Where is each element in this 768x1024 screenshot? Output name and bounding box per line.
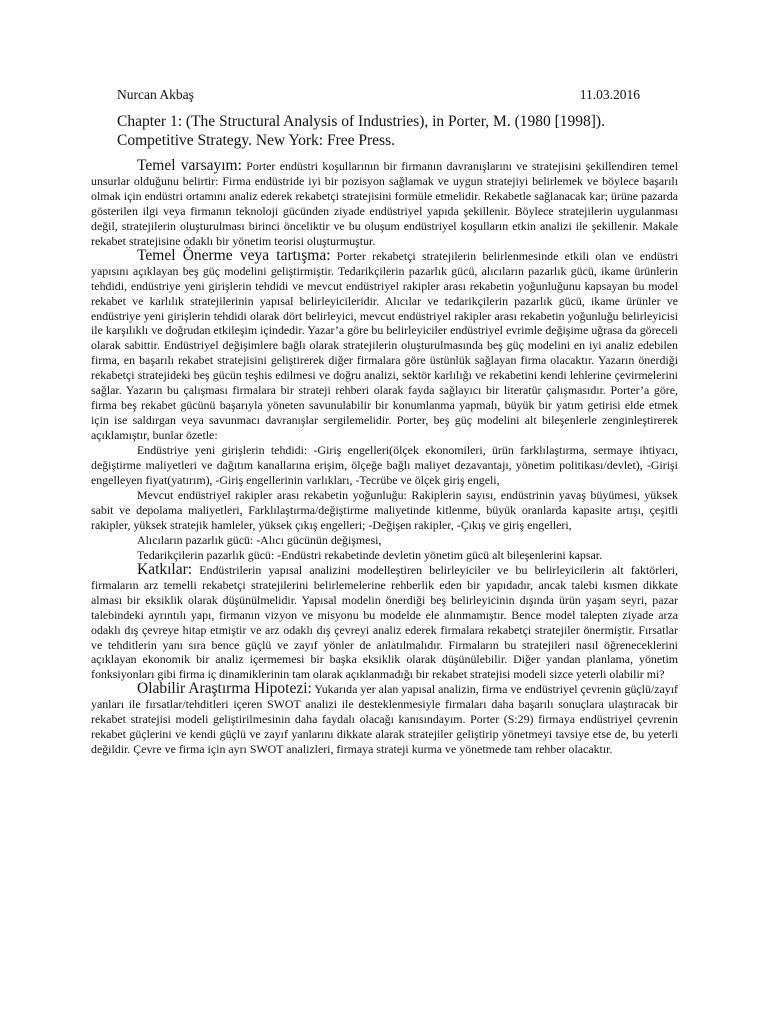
argument-subpoint: Mevcut endüstriyel rakipler arası rekabetin yoğunluğu: Rakiplerin sayısı, endüstrinin yavaş büyümesi, yüksek sabit ve depolama maliyetleri, Farklılaştırma/değiştirme maliyetinde kitlenme, büyük oranlarda kapasite artışı, çeşitli rakipler, yüksek stratejik hamleler, yüksek çıkış engelleri; -Değişen rakipler, -Çıkış ve giriş engelleri, [91,487,678,532]
assumption-heading: Temel varsayım: [137,157,242,174]
assumption-text: Porter endüstri koşullarının bir firmanın davranışlarını ve stratejisini şekillendiren temel unsurlar olduğunu belirtir: Firma endüstride iyi bir pozisyon sağlamak ve uygun stratejiyi belirlemek ve böylece başarılı olmak için endüstri ortamını analiz ederek rekabetçi stratejisini formüle etmelidir. Rekabetle sağlanacak kar; ürüne pazarda gösterilen ilgi veya firmanın teknoloji gücünden ziyade endüstriyel yapıda şekillenir. Böylece stratejilerin uygulanması değil, stratejilerin oluşturulması birinci önceliktir ve bu oluşum endüstriyel koşulların etkin analizi ile şekillenir. Makale rekabet stratejisine odaklı bir yönetim teorisi oluşturmuştur. [91,159,678,248]
citation-title: Chapter 1: (The Structural Analysis of Industries), in Porter, M. (1980 [1998]). Competitive Strategy. New York: Free Press. [117,113,605,149]
document-date: 11.03.2016 [579,87,640,102]
document-header [91,86,678,103]
critique-heading: Katkılar: [137,560,193,578]
argument-text: Porter rekabetçi stratejilerin belirlenmesinde etkili olan ve endüstri yapısını açıklayan beş güç modelini geliştirmiştir. Tedarikçilerin pazarlık gücü, alıcıların pazarlık gücü, ikame ürünlerin tehdidi, endüstriye yeni girişlerin tehdidi ve mevcut endüstriyel rakipler arası rekabetin yoğunluğunu kapsayan bu model rekabet ve karlılık stratejilerinin yapısal belirleyicileridir. Alıcılar ve tedarikçilerin pazarlık gücü, ikame ürünler ve endüstriye yeni girişlerin tehdidi olarak dört belirleyici, mevcut endüstriyel rakipler arası rekabetin yoğunluğu belirleyicisi ile karşılıklı ve doğrudan etkileşim içindedir. Yazar’a göre bu belirleyiciler endüstriyel evrimle değişime uğrasa da göreceli olarak sabittir. Endüstriyel değişimlere bağlı olarak stratejilerin oluşturulmasında beş güç modelini en iyi analiz edebilen firma, en başarılı rekabet stratejisini geliştirerek diğer firmalara göre üstünlük sağlayan firma olacaktır. Yazarın önerdiği rekabetçi stratejideki beş gücün teşhis edilmesi ve doğru analizi, sektör karlılığı ve rekabetini kendi lehlerine çevirmelerini sağlar. Yazarın bu çalışması firmalara bir strateji rehberi olarak fayda sağlayıcı bir literatür çalışmasıdır. Porter’a göre, firma beş rekabet gücünü başarıyla yöneten savunulabilir bir konumlanma yapmalı, büyük bir yatım getirisi elde etmek için ise saldırgan veya savunmacı davranışlar sergilemelidir. Porter, beş güç modelini alt bileşenlerle zenginleştirerek açıklamıştır, bunlar özetle: [91,248,678,443]
argument-subpoint: Endüstriye yeni girişlerin tehdidi: -Giriş engelleri(ölçek ekonomileri, ürün farklılaştırma, sermaye ihtiyacı, değiştirme maliyetleri ve dağıtım kanallarına erişim, ölçeğe bağlı maliyet dezavantajı, yönetim politikası/devlet), -Girişi engelleyen fiyat(yatırım), -Giriş engellerinin varlıkları, -Tecrübe ve ölçek giriş engeli, [91,443,678,488]
hypothesis-paragraph [91,682,678,757]
critique-paragraph [91,560,678,683]
argument-subpoint: Alıcıların pazarlık gücü: -Alıcı gücünün değişmesi, [137,532,382,547]
argument-paragraph [91,246,678,443]
hypothesis-heading: Olabilir Araştırma Hipotezi: [137,680,312,698]
argument-subpoint: Tedarikçilerin pazarlık gücü: -Endüstri rekabetinde devletin yönetim gücü alt bileşenlerini kapsar. [137,547,603,562]
author-name: Nurcan Akbaş [117,87,194,102]
hypothesis-text: Yukarıda yer alan yapısal analizin, firma ve endüstriyel çevrenin güçlü/zayıf yanları ile fırsatlar/tehditleri içeren SWOT analizi ile desteklenmesiyle firmaları daha başarılı sonuçlara ulaştıracak bir rekabet stratejisi modeli geliştirilmesinin daha faydalı olacağı kanısındayım. Porter (S:29) firmaya endüstriyel çevrenin rekabet güçlerini ve kendi güçlü ve zayıf yanlarını dikkate alarak stratejiler geliştirip yönetmeyi tavsiye etse de, bu yeterli değildir. Çevre ve firma için ayrı SWOT analizleri, firmaya strateji kurma ve yönetmede tam rehber olacaktır. [91,682,678,757]
assumption-paragraph [91,159,678,249]
document-body [91,159,678,757]
critique-text: Endüstrilerin yapısal analizini modelleştiren belirleyiciler ve bu belirleyicilerin alt faktörleri, firmaların arz temelli rekabetçi stratejilerini belirlemelerine rehberlik eden bir yapıdadır, ancak talebi kısmen dikkate alması bir eksiklik olarak düşünülmelidir. Yapısal modelin önerdiği beş belirleyicinin dışında ürün yaşam seyri, pazar talebindeki ayrıntılı yapı, firmanın vizyon ve misyonu bu modelde ele alınmamıştır. Bence model talepten ziyade arza odaklı dış çevreye hitap etmiştir ve arz odaklı dış çevreyi analiz ederek firmalara rekabetçi stratejiler önermiştir. Fırsatlar ve tehditlerin yanı sıra bence güçlü ve zayıf yönler de anlatılmalıdır. Firmaların bu stratejileri nasıl öğreneceklerini açıklayan ekonomik bir analiz içermemesi bir başka eksiklik olarak düşünülebilir. Diğer yandan planlama, yönetim fonksiyonları gibi firma iç dinamiklerinin tam olarak açıklanmadığı bir rekabet stratejisi modeli sizce yeterli olabilir mi? [91,562,678,682]
argument-heading: Temel Önerme veya tartışma: [137,246,331,264]
